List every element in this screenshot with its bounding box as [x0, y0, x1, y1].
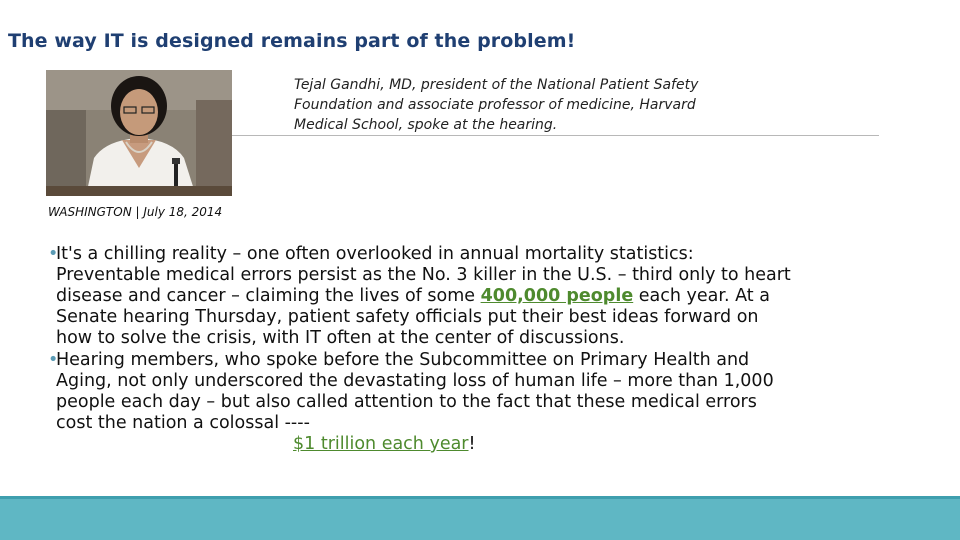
bullet-paragraph-1: [48, 244, 938, 349]
bullet2-line-4: cost the nation a colossal ----: [56, 413, 310, 433]
caption-line-2: Foundation and associate professor of medicine, Harvard: [294, 97, 696, 113]
slide-title: The way IT is designed remains part of the problem!: [8, 30, 576, 52]
bullet-paragraph-2: [48, 350, 938, 455]
speaker-photo-image: [46, 70, 232, 196]
footer-bar: [0, 499, 960, 540]
bullet1-line-5: how to solve the crisis, with IT often at the center of discussions.: [56, 328, 625, 348]
caption-divider: [232, 135, 879, 136]
bullet1-line-1: It's a chilling reality – one often overlooked in annual mortality statistics:: [56, 244, 694, 264]
slide-body: [48, 244, 938, 455]
bullet2-line-1: Hearing members, who spoke before the Subcommittee on Primary Health and: [56, 350, 750, 370]
bullet2-line-3: people each day – but also called attention to the fact that these medical errors: [56, 392, 757, 412]
bullet2-line-5: [56, 434, 938, 455]
bullet1-line-3-pre: disease and cancer – claiming the lives of some: [56, 286, 481, 306]
bullet1-line-4: Senate hearing Thursday, patient safety officials put their best ideas forward on: [56, 307, 759, 327]
bullet-icon: •: [48, 350, 59, 370]
bullet-icon: •: [48, 244, 59, 264]
speaker-photo: [46, 70, 232, 196]
caption-line-1: Tejal Gandhi, MD, president of the National Patient Safety: [294, 77, 699, 93]
bullet2-line-2: Aging, not only underscored the devastating loss of human life – more than 1,000: [56, 371, 774, 391]
photo-caption: [294, 75, 884, 135]
bullet1-line-3-post: each year. At a: [633, 286, 770, 306]
caption-line-3: Medical School, spoke at the hearing.: [294, 117, 558, 133]
bullet1-line-2: Preventable medical errors persist as the No. 3 killer in the U.S. – third only to heart: [56, 265, 791, 285]
statistic-link-trillion[interactable]: $1 trillion each year: [293, 434, 469, 454]
bullet2-line-5-post: !: [468, 434, 476, 454]
bullet1-line-3: [56, 286, 938, 307]
dateline: WASHINGTON | July 18, 2014: [48, 205, 223, 219]
statistic-link-400000[interactable]: 400,000 people: [480, 286, 634, 306]
